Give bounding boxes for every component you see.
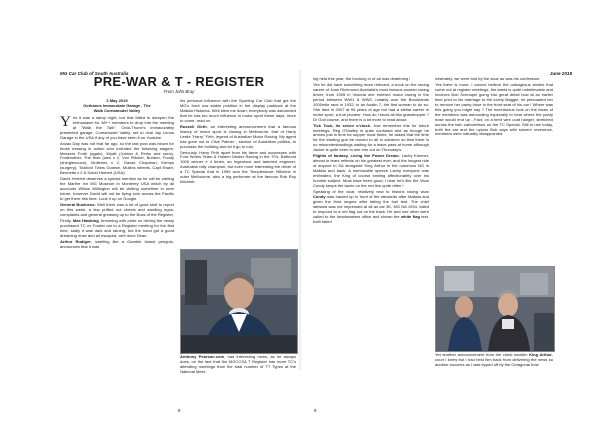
- member-name: Max Hawking: [72, 217, 99, 223]
- left-column-1: [60, 99, 174, 407]
- drop-cap: Y: [60, 113, 71, 130]
- paragraph: General Business: Well there was a lot of good stuff to report on this week, a few puffed out chests and swelling egos, complaints and general greasing up to the Boss of the Register.: [60, 202, 174, 217]
- venue-subhead-line-1: Octhanes Immaculate Garage , The: [83, 102, 151, 108]
- club-header: MG Car Club of South Australia: [60, 71, 129, 76]
- paragraph: miserably, we were told by the vicar as was his confession.: [435, 77, 541, 81]
- paragraph: Yet another announcement from the chest swollen King Arthur, court I knew but I had held him back from delivering the news so another success as I was tipped off by the Octagonal host: [435, 353, 553, 367]
- meeting-date: 2 May 2019: [106, 99, 128, 103]
- member-name: Arthur Rudiger: [60, 238, 91, 244]
- right-column-2-continued: [435, 353, 553, 407]
- paragraph: ing held this year, the trucking in of air was deafening !: [313, 77, 411, 81]
- page-number-left: 8: [178, 408, 181, 413]
- paragraph: Anzac Day was not that far ago, so the last post was blown for those missing in action who included the following stagers: Messers Forth (again), Wyatt (Jordan & Perks and sons), Fordbrother, The feds (wes x 2, Von Ritcher, Burden, Foody (shinglesouch), Mullerins x 2, Gavas Chapman, Kemps (surgery), Tickford Twins Godwin, Mullins wheels, Capt Ewart, Bennetts x 2 & David Herbert (USA).: [60, 140, 174, 176]
- garage-photo-image: [436, 267, 554, 351]
- paragraph: Firstly, Max Hawking, brimming with pride on driving the newly purchased TC ex Fowler car to a Register meeting for the first time, sadly it was dark and raining, but the hood got a good dreaming rinse and all escaped, well done Dean.: [60, 217, 174, 238]
- venue-subhead-line-2: Walk Cornamodel Valley: [93, 107, 141, 113]
- member-name: Cundy: [313, 193, 326, 199]
- paragraph: Yes it was a damp night, but that failed to dampen the enthusiasm for 38++ members to drop into the meeting at "Walk the Talk", Octa-Thune's immaculately presented garage, Cornamodel Valley, set to rival Jay Lenos Garage in the USA if any of you have seen it on Youtube.: [60, 113, 174, 140]
- paragraph: Russell Girth, an interesting announcement that a famous history of motor sport is closing in Melbourne, that of Harry Leslie "Harry" Firth, legend of Australian Motor Racing. My agent has gone out to Clive Palmer , saviour of Australian politics, to purchase the building and let it go to ruin.: [180, 123, 296, 149]
- photo-caption: Anthony Pearson.com, had interesting news, as he always does, on the fact that the MGCCSA T Register has more TC's attending meetings than the total number of TT Types at the National Meet-: [180, 355, 296, 374]
- member-speaking-photo: [180, 249, 298, 354]
- paragraph: Yes he did have something more relevant, a book on the racing career of Joan Richmond Australia's most famous woman racing driver, from 1905 in Victoria she entered motor racing in the period between WW1 & WW2, notably won the Brooklands 1000mile race in 1932, in an Austin 7, the first woman to do so. She died in 2007 at 94 years of age but had a stellar career in motor sport, a true pioneer. How do I know all this grasshopper ? Dr Goil course, and there is a lot more to read about.: [313, 81, 429, 122]
- right-page: [300, 0, 600, 424]
- paragraph: Yes there is more, I cannot believe the outrageous stories that come out at register meetings, the latest is quite unbelievable and involves Bob Schnapel going into great detail how at an earlier time prior to his marriage to the lovely Maggie, he persuaded her to remove her panty hose in the front seat of his car ! Where was this going you might say ? The incredulous look on the faces of the members was astounding especially to hear where the panty hose would end up - Fact, on a bent wire coat hanger, stretched across the twin carburettors on the TC Special. Still in use today, both the car and the nylons Bob says with sincere reverence, members were naturally disappointed.: [435, 81, 553, 137]
- section-heading: Flights of fantasy, Living the Power Dream.: [313, 153, 400, 159]
- right-column-1: [313, 77, 429, 407]
- paragraph: Arthur Rudiger, swelling like a Gamble Island penguin, announces that it was: [60, 238, 174, 249]
- member-photo-image: [181, 250, 297, 353]
- member-name: King Arthur: [529, 353, 552, 357]
- issue-date-header: June 2019: [549, 71, 572, 76]
- member-name: Russell Girth: [180, 123, 207, 129]
- article-byline: From John Bray: [163, 89, 195, 94]
- paragraph: Flights of fantasy, Living the Power Dream. Lachy Kimmer, almost in tears reflects on his greatest ever, and the longest ride of anyone in SA alongside King Arthur in the notorious NO in Mallala and back. A memorable speech Lachy everyone was enthralled, the King of course smiling affectionately over his humble subject. Must have been good, I hear he's like the Vicar Cundy keeps the tacho on the red line quite often !: [313, 153, 429, 189]
- left-column-2: [180, 99, 296, 247]
- right-column-2: [435, 77, 553, 265]
- paragraph: Tick Tock, its seven o'clock. Just remember this for future meetings, Reg O'Malley is quite confused and as though he arrives just in time for supper most times, he asked that the time for the starting gun be moved to all in advance so that there is no misunderstandings waiting for a leave pass at home although Jackie is quite keen to see him out on Thursday's.: [313, 122, 429, 153]
- member-name: Anthony Pearson.com: [180, 355, 225, 359]
- article-title: PRE-WAR & T - REGISTER: [93, 74, 265, 89]
- garage-members-photo: [435, 266, 555, 352]
- section-heading: General Business:: [60, 202, 96, 208]
- paragraph: his personal influence with the Sporting Car Club that got the MG's front row stable position in the display paddock at the Mallala Historics. Well blew me down, everybody was astounded that he has too much influence in motor sport these days, more to come, read on.: [180, 99, 296, 123]
- paragraph: Speaking of the vicar, relatively new to historic racing vicar Cundy was hauled up in front of the stewards after Mallala and given the third degree after failing the fuel test. The chief steward was not impressed at all as car 3K, MG NA 1934, failed to respond to a red flag out on the track. He and one other were called to the headmasters office and shown the white flag test, both failed: [313, 188, 429, 224]
- paragraph: David Herbert deserves a special mention as he will be visiting the Marthe Inn MG Museum in Monterey USA which by all accounts Willow Willington will be visiting sometime in near future, however David will not be flying solo across the Pacific to get there this time. Look it up on Google.: [60, 176, 174, 202]
- page-number-right: 9: [314, 408, 317, 413]
- paragraph: Seriously, Harry Firth apart from his fame and successes with Ford Works Team & Holden Dealer Racing in the 70's, Bathurst 1000 winner x 4 times, an ingenious and talented engineer, Australian rally champion, but even more interesting the driver of a TC Special that in 1959 won the Templestowe Hillclimb in outer Melbourne, also a big performer at the famous Rob Roy hillclimb.: [180, 149, 296, 185]
- section-heading: Tick Tock, its seven o'clock.: [313, 122, 371, 128]
